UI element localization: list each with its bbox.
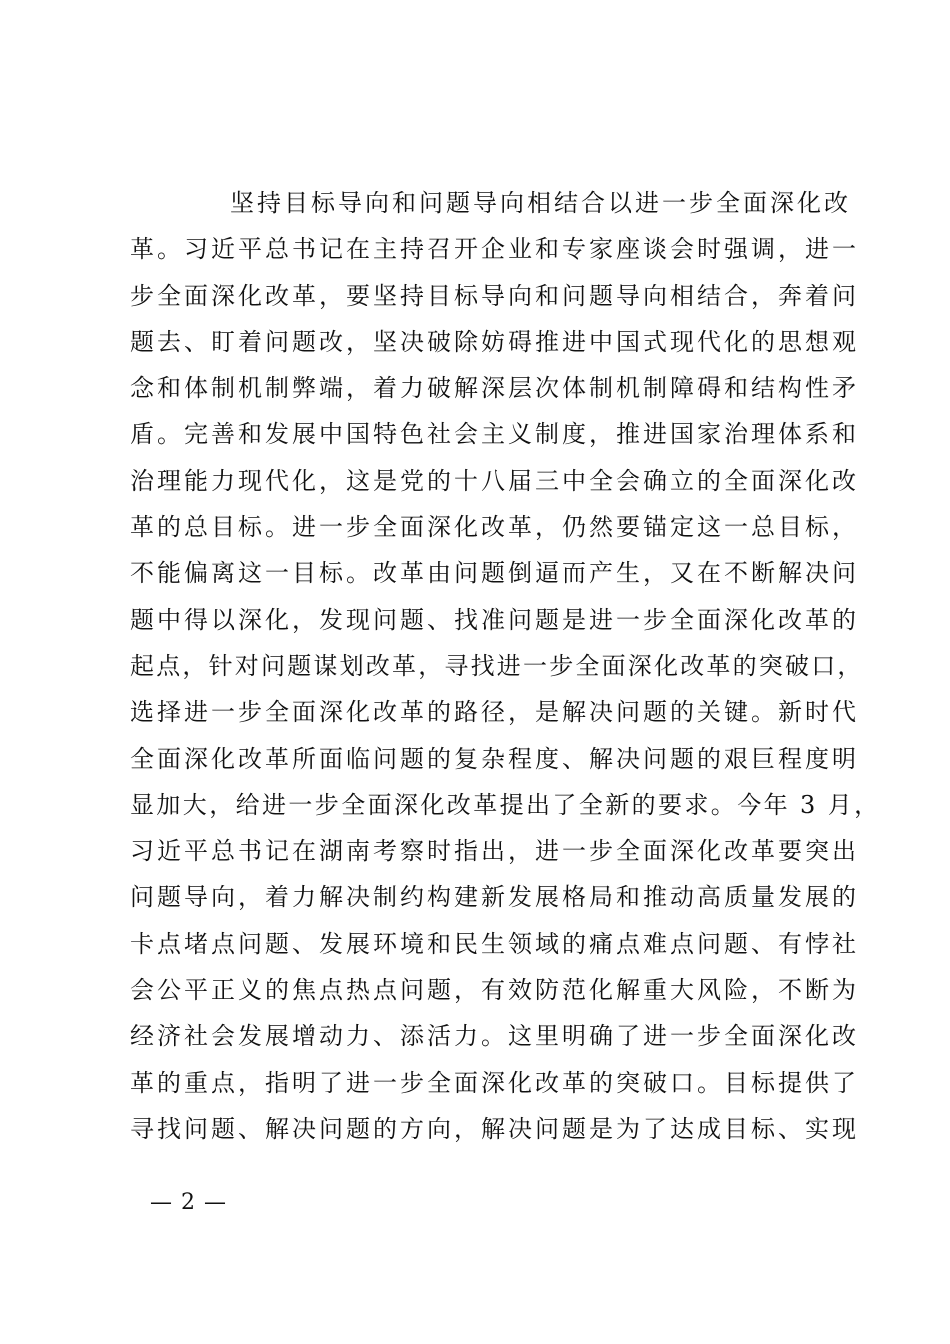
text-line: 卡点堵点问题、发展环境和民生领域的痛点难点问题、有悖社: [130, 929, 859, 958]
page-number: — 2 —: [150, 1190, 227, 1215]
text-line: 全面深化改革所面临问题的复杂程度、解决问题的艰巨程度明: [130, 744, 859, 773]
text-line: 经济社会发展增动力、添活力。这里明确了进一步全面深化改: [130, 1022, 859, 1051]
text-line: 盾。完善和发展中国特色社会主义制度，推进国家治理体系和: [130, 420, 859, 449]
text-line: 不能偏离这一目标。改革由问题倒逼而产生，又在不断解决问: [130, 559, 859, 588]
text-line: 寻找问题、解决问题的方向，解决问题是为了达成目标、实现: [130, 1114, 859, 1143]
text-line: 治理能力现代化，这是党的十八届三中全会确立的全面深化改: [130, 466, 859, 495]
text-line: 问题导向，着力解决制约构建新发展格局和推动高质量发展的: [130, 883, 859, 912]
text-line: 题中得以深化，发现问题、找准问题是进一步全面深化改革的: [130, 605, 859, 634]
text-line: 选择进一步全面深化改革的路径，是解决问题的关键。新时代: [130, 698, 859, 727]
text-line: 步全面深化改革，要坚持目标导向和问题导向相结合，奔着问: [130, 281, 859, 310]
text-line: 坚持目标导向和问题导向相结合以进一步全面深化改: [230, 189, 851, 217]
text-line: 题去、盯着问题改，坚决破除妨碍推进中国式现代化的思想观: [130, 327, 859, 356]
text-line: 念和体制机制弊端，着力破解深层次体制机制障碍和结构性矛: [130, 374, 859, 403]
text-line: 革的重点，指明了进一步全面深化改革的突破口。目标提供了: [130, 1068, 859, 1097]
text-line: 革。习近平总书记在主持召开企业和专家座谈会时强调，进一: [130, 235, 859, 264]
text-line: 革的总目标。进一步全面深化改革，仍然要锚定这一总目标，: [130, 513, 859, 542]
body-paragraph: [130, 180, 881, 1152]
text-line: 起点，针对问题谋划改革，寻找进一步全面深化改革的突破口，: [130, 651, 864, 680]
text-line: 显加大，给进一步全面深化改革提出了全新的要求。今年 3 月，: [130, 790, 881, 819]
text-line: 习近平总书记在湖南考察时指出，进一步全面深化改革要突出: [130, 837, 859, 866]
text-line: 会公平正义的焦点热点问题，有效防范化解重大风险，不断为: [130, 976, 859, 1005]
